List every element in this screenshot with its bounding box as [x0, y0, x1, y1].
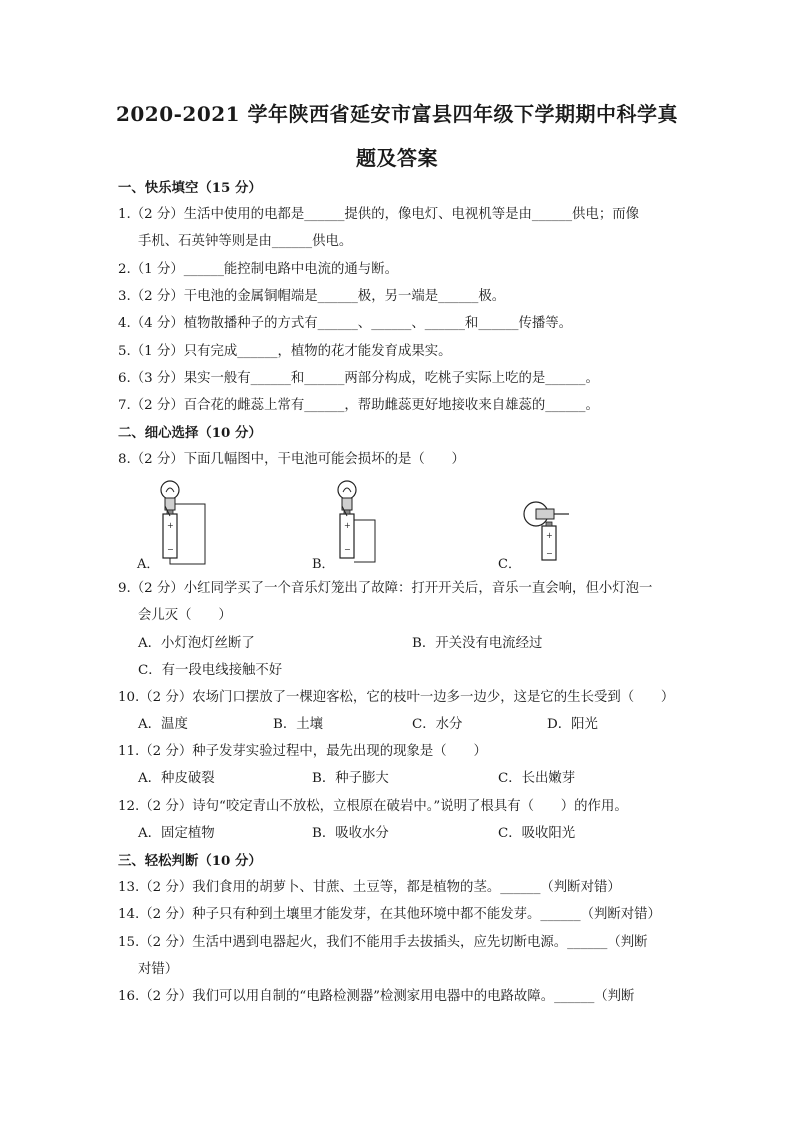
question-9-option-a: A．小灯泡灯丝断了	[138, 636, 255, 651]
svg-text:−: −	[546, 549, 553, 558]
question-10-option-b: B．土壤	[273, 717, 324, 732]
question-9-line2: 会儿灭（ ）	[138, 608, 232, 623]
question-11-option-c: C．长出嫩芽	[498, 771, 576, 786]
question-9-option-b: B．开关没有电流经过	[412, 636, 543, 651]
question-16: 16.（2 分）我们可以用自制的“电路检测器”检测家用电器中的电路故障。______（判断	[118, 989, 635, 1004]
question-11-option-a: A．种皮破裂	[138, 771, 215, 786]
question-12: 12.（2 分）诗句“咬定青山不放松，立根原在破岩中。”说明了根具有（ ）的作用。	[118, 799, 628, 814]
question-5: 5.（1 分）只有完成______，植物的花才能发育成果实。	[118, 344, 452, 359]
question-10-option-d: D．阳光	[547, 717, 598, 732]
question-11: 11.（2 分）种子发芽实验过程中，最先出现的现象是（ ）	[118, 744, 487, 759]
question-1-line2: 手机、石英钟等则是由______供电。	[138, 234, 353, 249]
question-10-option-a: A．温度	[138, 717, 188, 732]
question-10: 10.（2 分）农场门口摆放了一棵迎客松，它的枝叶一边多一边少，这是它的生长受到（ ）	[118, 690, 675, 705]
question-9-line1: 9.（2 分）小红同学买了一个音乐灯笼出了故障：打开开关后，音乐一直会响，但小灯泡一	[118, 581, 653, 596]
svg-text:+: +	[344, 521, 351, 530]
svg-text:−: −	[167, 545, 174, 554]
question-6: 6.（3 分）果实一般有______和______两部分构成，吃桃子实际上吃的是______。	[118, 371, 599, 386]
bulb-icon	[338, 481, 356, 499]
section-heading-choice: 二、细心选择（10 分）	[118, 425, 262, 441]
question-13: 13.（2 分）我们食用的胡萝卜、甘蔗、土豆等，都是植物的茎。______（判断对错）	[118, 880, 621, 895]
question-1-line1: 1.（2 分）生活中使用的电都是______提供的，像电灯、电视机等是由______供电；而像	[118, 207, 640, 222]
question-12-option-a: A．固定植物	[138, 826, 215, 841]
figure-label-b: B．	[312, 557, 335, 572]
question-11-option-b: B．种子膨大	[312, 771, 389, 786]
bulb-icon	[161, 481, 179, 499]
circuit-figure-c	[514, 500, 584, 568]
question-10-option-c: C．水分	[412, 717, 463, 732]
figure-label-a: A．	[137, 557, 160, 572]
question-8: 8.（2 分）下面几幅图中，干电池可能会损坏的是（ ）	[118, 452, 465, 467]
question-12-option-c: C．吸收阳光	[498, 826, 576, 841]
page-title-line1: 2020-2021 学年陕西省延安市富县四年级下学期期中科学真	[115, 102, 679, 126]
svg-text:+: +	[546, 531, 553, 540]
question-4: 4.（4 分）植物散播种子的方式有______、______、______和______传播等。	[118, 316, 573, 331]
svg-text:−: −	[344, 545, 351, 554]
svg-text:+: +	[167, 521, 174, 530]
question-14: 14.（2 分）种子只有种到土壤里才能发芽，在其他环境中都不能发芽。______（判断对错）	[118, 907, 661, 922]
question-3: 3.（2 分）干电池的金属铜帽端是______极，另一端是______极。	[118, 289, 506, 304]
question-7: 7.（2 分）百合花的雌蕊上常有______，帮助雌蕊更好地接收来自雄蕊的______。	[118, 398, 599, 413]
question-9-option-c: C．有一段电线接触不好	[138, 663, 283, 678]
question-15-line2: 对错）	[138, 962, 179, 977]
question-2: 2.（1 分）______能控制电路中电流的通与断。	[118, 262, 398, 277]
figure-label-c: C．	[498, 557, 521, 572]
question-12-option-b: B．吸收水分	[312, 826, 389, 841]
page-title-line2: 题及答案	[356, 146, 438, 170]
question-15-line1: 15.（2 分）生活中遇到电器起火，我们不能用手去拔插头，应先切断电源。______（判断	[118, 935, 648, 950]
section-heading-judge: 三、轻松判断（10 分）	[118, 853, 262, 869]
section-heading-fill: 一、快乐填空（15 分）	[118, 180, 262, 196]
